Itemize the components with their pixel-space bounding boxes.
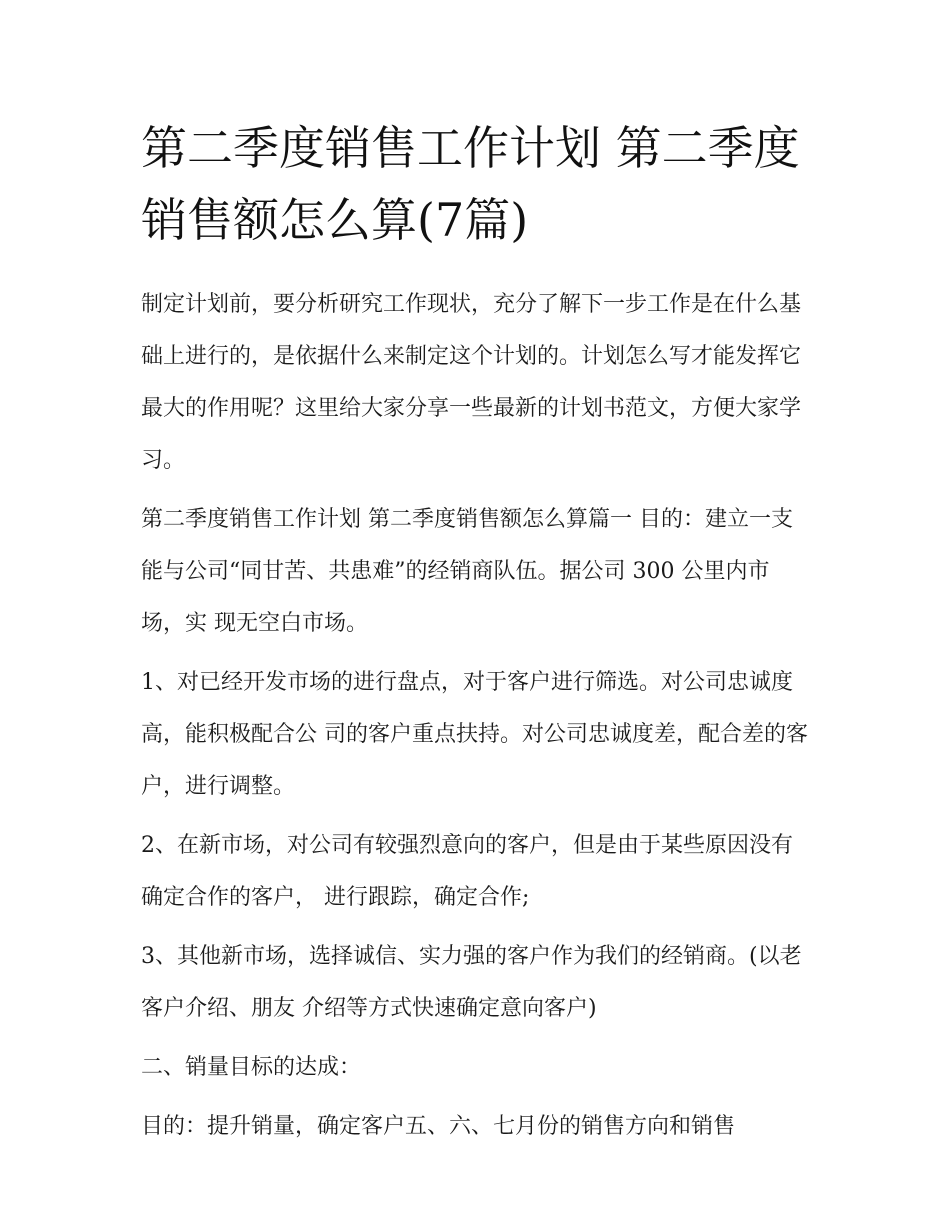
- list-item-2: 2、在新市场，对公司有较强烈意向的客户，但是由于某些原因没有确定合作的客户， 进行跟踪，确定合作;: [141, 833, 793, 910]
- purpose-paragraph: 目的：提升销量，确定客户五、六、七月份的销售方向和销售: [141, 1114, 736, 1139]
- section-heading-sales-target: 二、销量目标的达成：: [141, 1055, 362, 1080]
- document-body: [141, 112, 813, 1160]
- list-item-3: 3、其他新市场，选择诚信、实力强的客户作为我们的经销商。(以老客户介绍、朋友 介绍等方式快速确定意向客户): [141, 944, 802, 1021]
- document-title: 第二季度销售工作计划 第二季度销售额怎么算(7篇): [141, 121, 800, 247]
- section-one-paragraph: 第二季度销售工作计划 第二季度销售额怎么算篇一 目的：建立一支能与公司“同甘苦、共患难”的经销商队伍。据公司 300 公里内市场，实 现无空白市场。: [141, 507, 793, 636]
- intro-paragraph: 制定计划前，要分析研究工作现状，充分了解下一步工作是在什么基础上进行的，是依据什么来制定这个计划的。计划怎么写才能发挥它最大的作用呢？这里给大家分享一些最新的计划书范文，方便大家学习。: [141, 292, 802, 473]
- list-item-1: 1、对已经开发市场的进行盘点，对于客户进行筛选。对公司忠诚度高，能积极配合公 司的客户重点扶持。对公司忠诚度差，配合差的客户，进行调整。: [141, 670, 808, 799]
